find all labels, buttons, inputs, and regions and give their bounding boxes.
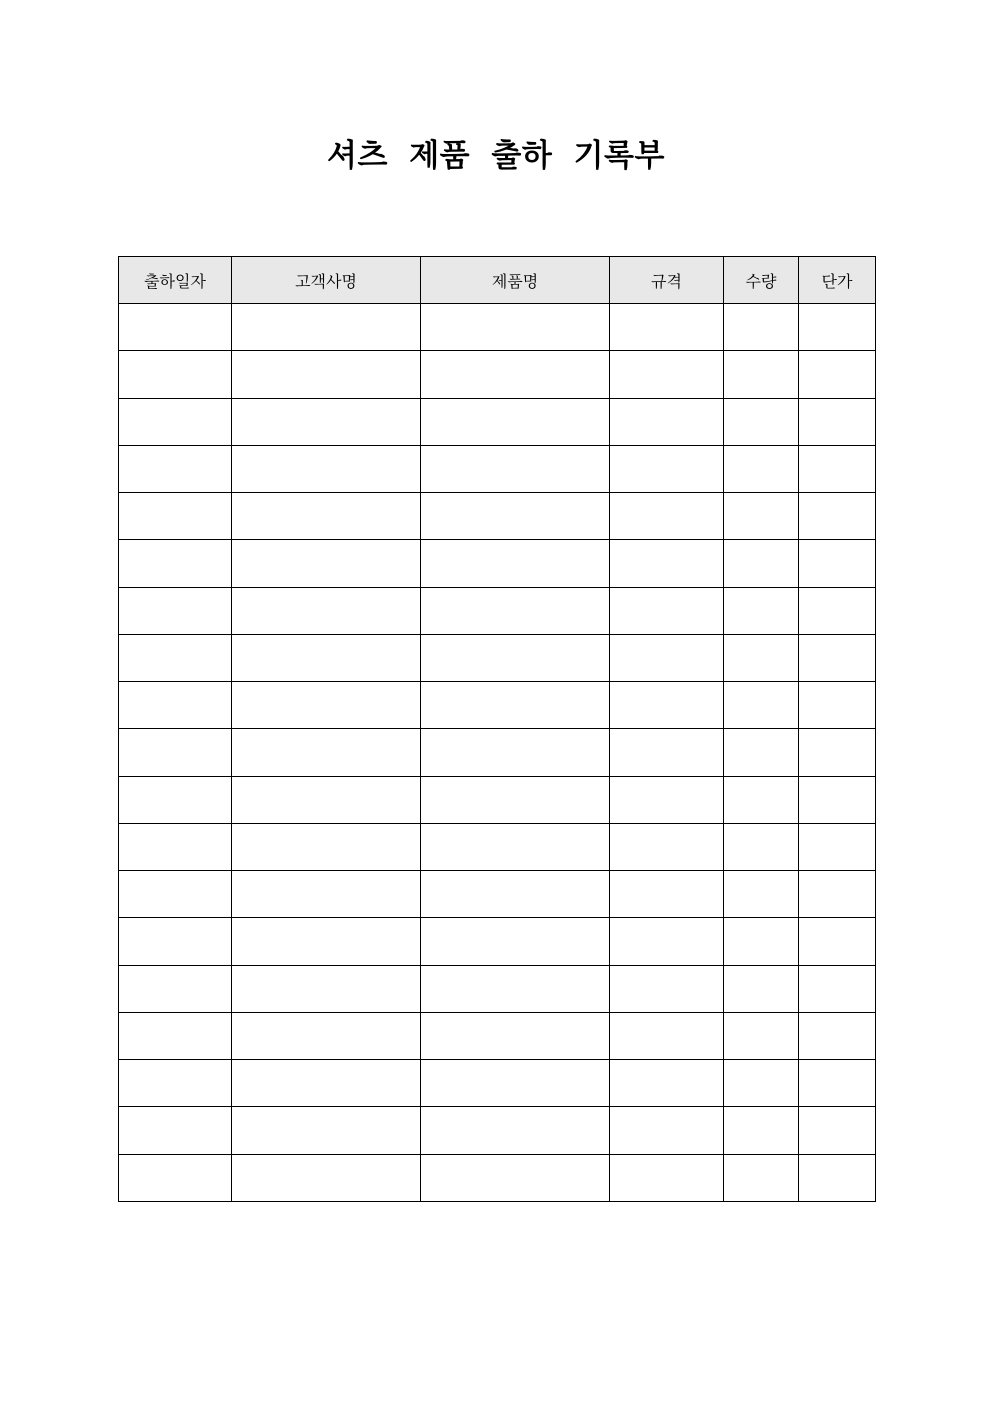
cell-quantity	[724, 398, 799, 445]
cell-ship-date	[119, 398, 232, 445]
cell-quantity	[724, 587, 799, 634]
cell-product-name	[421, 918, 610, 965]
cell-spec	[610, 304, 724, 351]
header-customer-name: 고객사명	[232, 257, 421, 304]
table-row	[119, 1107, 876, 1154]
cell-unit-price	[799, 304, 876, 351]
cell-ship-date	[119, 493, 232, 540]
header-quantity: 수량	[724, 257, 799, 304]
cell-unit-price	[799, 823, 876, 870]
cell-product-name	[421, 540, 610, 587]
cell-customer-name	[232, 965, 421, 1012]
cell-customer-name	[232, 1107, 421, 1154]
cell-spec	[610, 634, 724, 681]
table-row	[119, 540, 876, 587]
cell-ship-date	[119, 918, 232, 965]
cell-product-name	[421, 823, 610, 870]
cell-product-name	[421, 965, 610, 1012]
cell-customer-name	[232, 587, 421, 634]
cell-product-name	[421, 398, 610, 445]
cell-spec	[610, 682, 724, 729]
cell-spec	[610, 493, 724, 540]
cell-quantity	[724, 1060, 799, 1107]
cell-unit-price	[799, 776, 876, 823]
table-row	[119, 871, 876, 918]
cell-unit-price	[799, 540, 876, 587]
cell-spec	[610, 1060, 724, 1107]
cell-unit-price	[799, 398, 876, 445]
cell-spec	[610, 398, 724, 445]
header-row	[119, 257, 876, 304]
cell-product-name	[421, 351, 610, 398]
cell-product-name	[421, 1154, 610, 1201]
cell-quantity	[724, 682, 799, 729]
table-row	[119, 1154, 876, 1201]
table-row	[119, 1060, 876, 1107]
cell-spec	[610, 965, 724, 1012]
cell-quantity	[724, 493, 799, 540]
cell-quantity	[724, 918, 799, 965]
cell-ship-date	[119, 729, 232, 776]
table-row	[119, 823, 876, 870]
cell-customer-name	[232, 540, 421, 587]
header-spec: 규격	[610, 257, 724, 304]
cell-unit-price	[799, 351, 876, 398]
cell-product-name	[421, 634, 610, 681]
cell-customer-name	[232, 493, 421, 540]
cell-spec	[610, 540, 724, 587]
cell-unit-price	[799, 871, 876, 918]
cell-unit-price	[799, 493, 876, 540]
header-product-name: 제품명	[421, 257, 610, 304]
cell-ship-date	[119, 1060, 232, 1107]
cell-customer-name	[232, 634, 421, 681]
cell-product-name	[421, 682, 610, 729]
cell-quantity	[724, 351, 799, 398]
table-row	[119, 587, 876, 634]
cell-ship-date	[119, 634, 232, 681]
cell-product-name	[421, 1107, 610, 1154]
cell-product-name	[421, 304, 610, 351]
cell-spec	[610, 871, 724, 918]
cell-quantity	[724, 965, 799, 1012]
cell-unit-price	[799, 918, 876, 965]
cell-ship-date	[119, 965, 232, 1012]
cell-product-name	[421, 1060, 610, 1107]
cell-product-name	[421, 776, 610, 823]
table-row	[119, 918, 876, 965]
cell-ship-date	[119, 351, 232, 398]
cell-quantity	[724, 1107, 799, 1154]
cell-ship-date	[119, 1012, 232, 1059]
cell-spec	[610, 918, 724, 965]
cell-unit-price	[799, 634, 876, 681]
cell-quantity	[724, 540, 799, 587]
cell-ship-date	[119, 445, 232, 492]
cell-ship-date	[119, 304, 232, 351]
table-row	[119, 351, 876, 398]
cell-quantity	[724, 823, 799, 870]
cell-ship-date	[119, 1154, 232, 1201]
cell-quantity	[724, 634, 799, 681]
cell-customer-name	[232, 304, 421, 351]
cell-customer-name	[232, 729, 421, 776]
cell-spec	[610, 1154, 724, 1201]
cell-ship-date	[119, 1107, 232, 1154]
cell-unit-price	[799, 729, 876, 776]
table-row	[119, 445, 876, 492]
cell-spec	[610, 1012, 724, 1059]
cell-customer-name	[232, 823, 421, 870]
cell-spec	[610, 445, 724, 492]
cell-ship-date	[119, 587, 232, 634]
table-row	[119, 634, 876, 681]
cell-customer-name	[232, 398, 421, 445]
table-body	[119, 304, 876, 1202]
table-row	[119, 304, 876, 351]
cell-customer-name	[232, 351, 421, 398]
cell-unit-price	[799, 1107, 876, 1154]
cell-quantity	[724, 776, 799, 823]
cell-quantity	[724, 729, 799, 776]
cell-unit-price	[799, 1060, 876, 1107]
table-row	[119, 776, 876, 823]
cell-spec	[610, 823, 724, 870]
table-row	[119, 965, 876, 1012]
page-title: 셔츠 제품 출하 기록부	[327, 138, 665, 174]
cell-unit-price	[799, 1154, 876, 1201]
table-row	[119, 682, 876, 729]
header-unit-price: 단가	[799, 257, 876, 304]
cell-customer-name	[232, 445, 421, 492]
cell-unit-price	[799, 682, 876, 729]
table-row	[119, 1012, 876, 1059]
cell-product-name	[421, 871, 610, 918]
cell-ship-date	[119, 823, 232, 870]
cell-ship-date	[119, 682, 232, 729]
cell-customer-name	[232, 871, 421, 918]
cell-spec	[610, 1107, 724, 1154]
cell-spec	[610, 776, 724, 823]
cell-customer-name	[232, 682, 421, 729]
cell-customer-name	[232, 1012, 421, 1059]
cell-quantity	[724, 871, 799, 918]
cell-product-name	[421, 493, 610, 540]
cell-quantity	[724, 445, 799, 492]
cell-ship-date	[119, 540, 232, 587]
cell-customer-name	[232, 1154, 421, 1201]
header-ship-date: 출하일자	[119, 257, 232, 304]
cell-customer-name	[232, 776, 421, 823]
table-row	[119, 398, 876, 445]
table-row	[119, 729, 876, 776]
cell-spec	[610, 587, 724, 634]
cell-ship-date	[119, 776, 232, 823]
cell-product-name	[421, 587, 610, 634]
cell-quantity	[724, 1012, 799, 1059]
cell-unit-price	[799, 1012, 876, 1059]
cell-unit-price	[799, 965, 876, 1012]
cell-spec	[610, 729, 724, 776]
cell-unit-price	[799, 445, 876, 492]
cell-quantity	[724, 304, 799, 351]
cell-product-name	[421, 729, 610, 776]
cell-spec	[610, 351, 724, 398]
table-row	[119, 493, 876, 540]
cell-customer-name	[232, 1060, 421, 1107]
cell-quantity	[724, 1154, 799, 1201]
cell-unit-price	[799, 587, 876, 634]
cell-ship-date	[119, 871, 232, 918]
cell-product-name	[421, 1012, 610, 1059]
shipment-log-table	[118, 256, 876, 1202]
cell-product-name	[421, 445, 610, 492]
cell-customer-name	[232, 918, 421, 965]
